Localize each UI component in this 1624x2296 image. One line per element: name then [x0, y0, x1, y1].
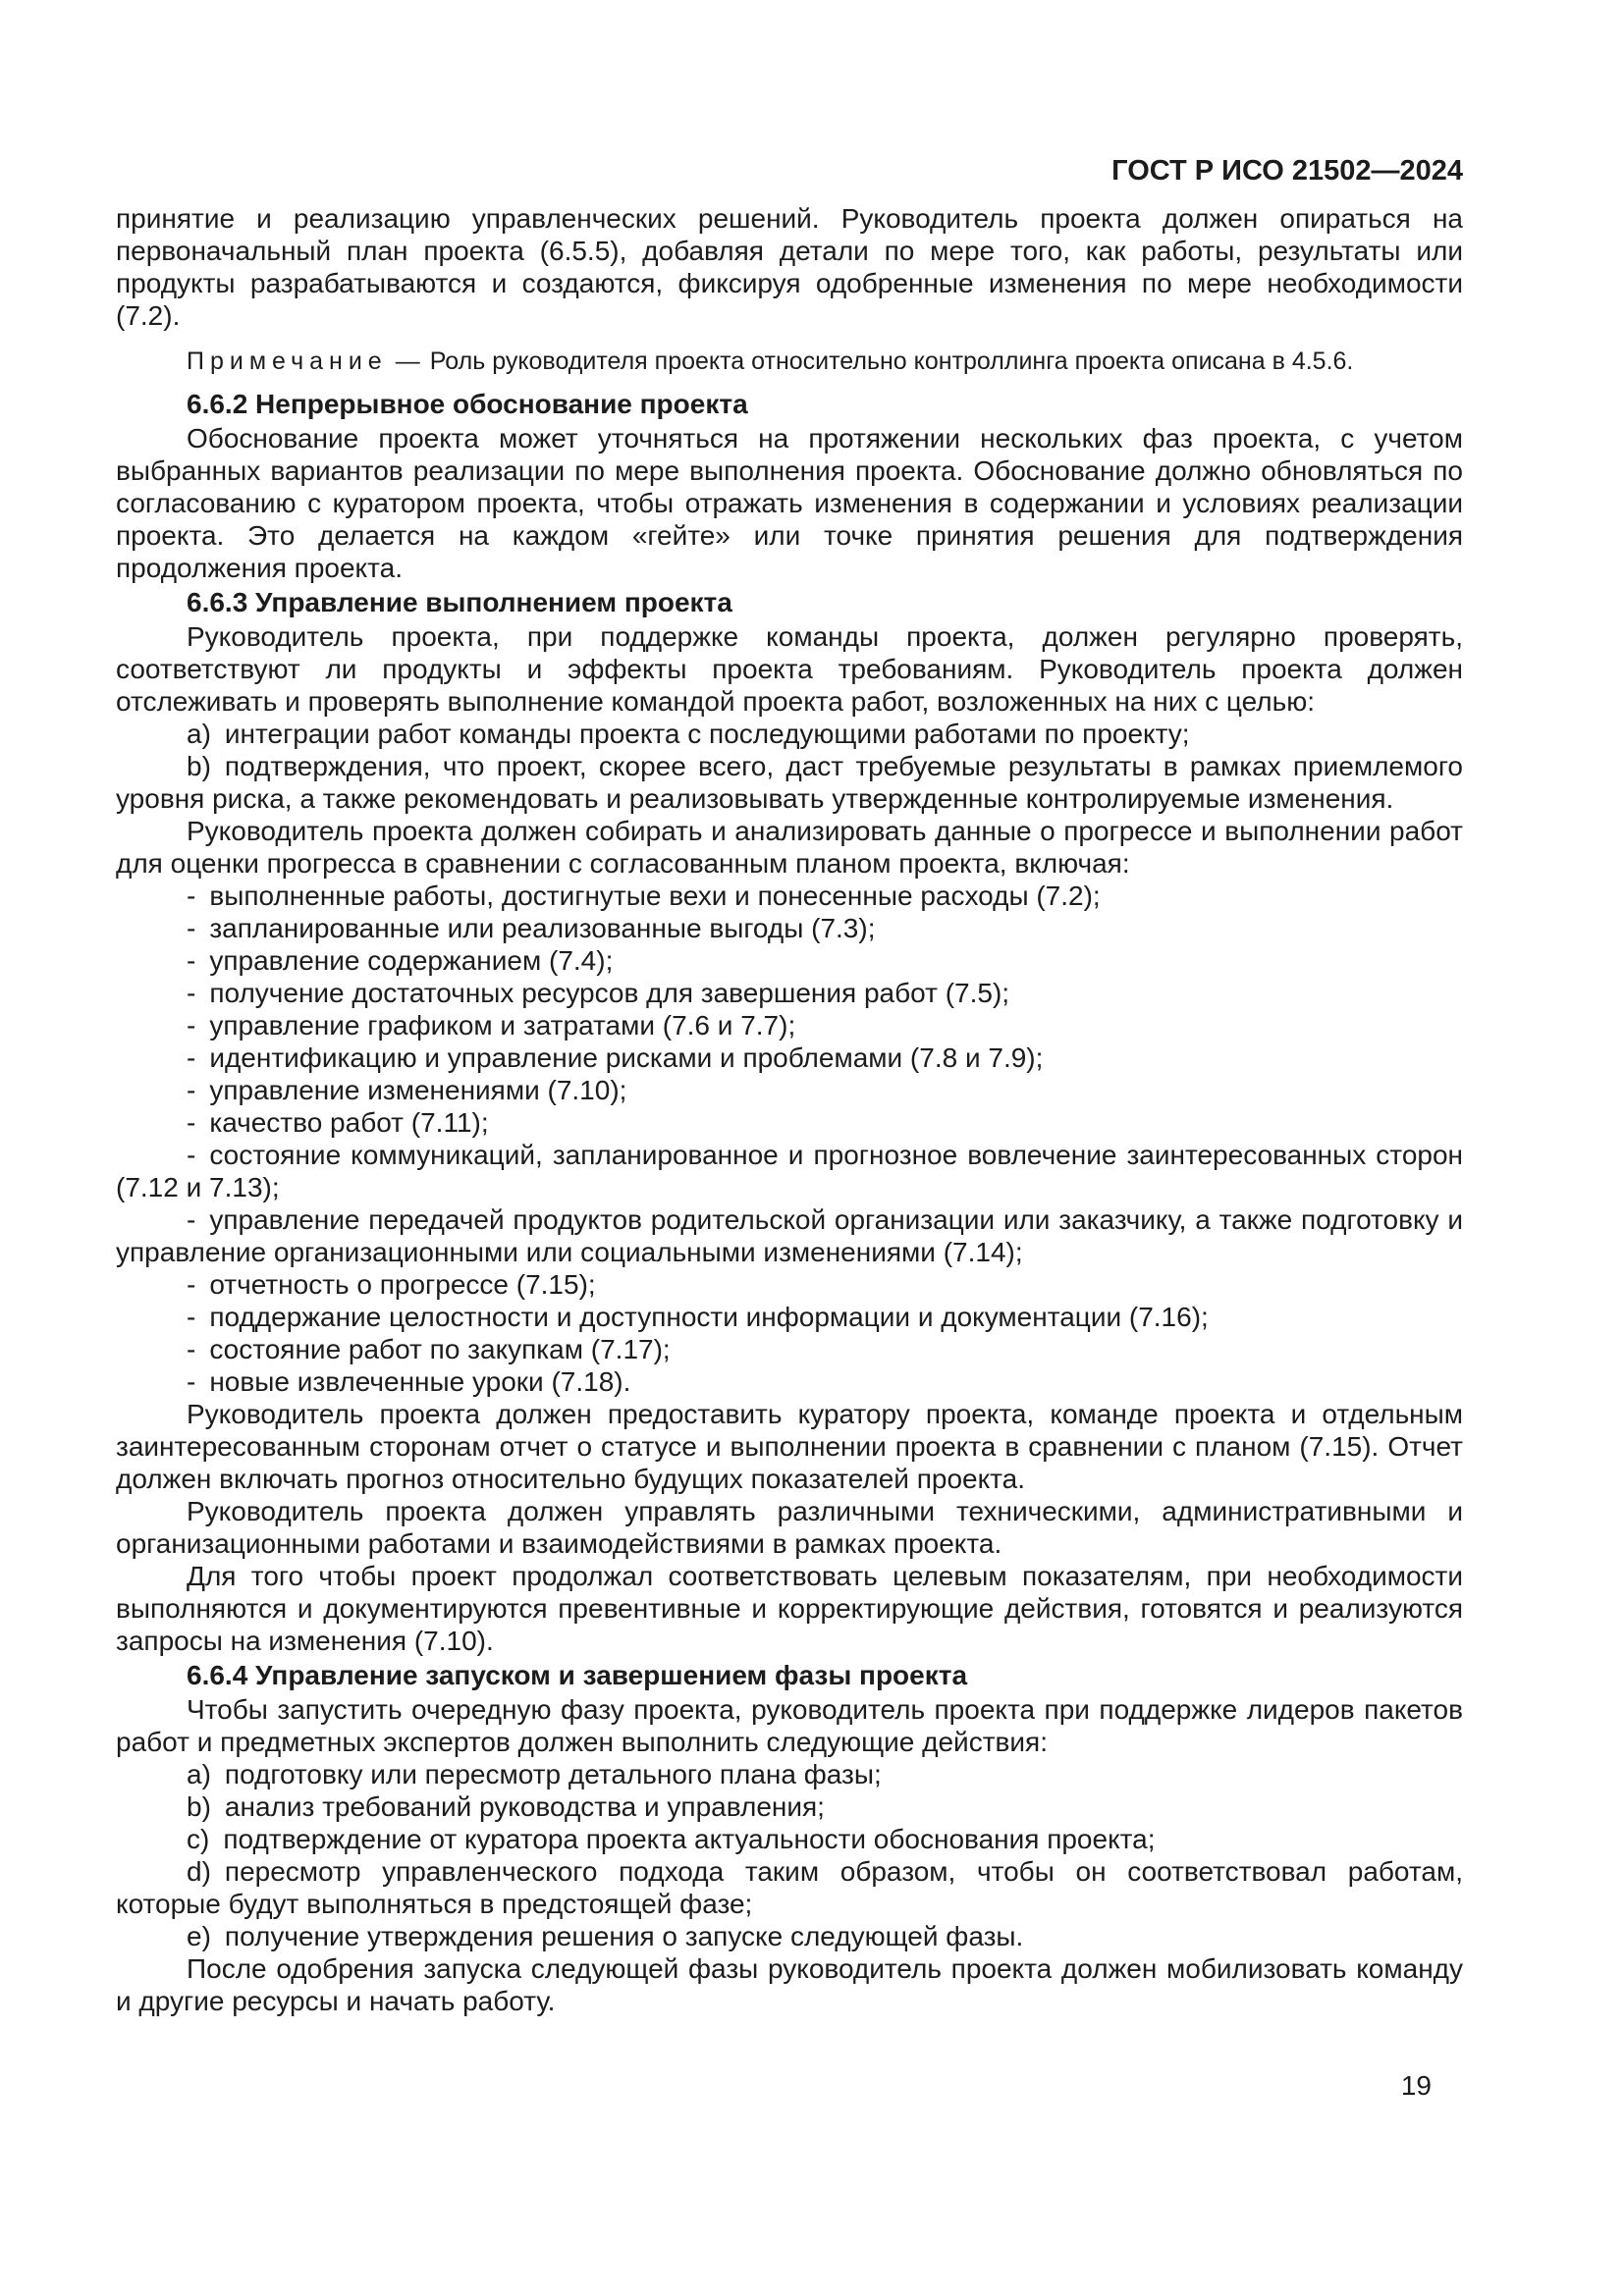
- dash-item-text: получение достаточных ресурсов для завершения работ (7.5);: [209, 978, 1010, 1008]
- dash-item-text: выполненные работы, достигнутые вехи и понесенные расходы (7.2);: [209, 881, 1101, 911]
- dash-marker: -: [187, 1140, 196, 1170]
- paragraph: Руководитель проекта должен предоставить куратору проекта, команде проекта и отдельным заинтересованным сторонам отчет о статусе и выполнении проекта в сравнении с планом (7.15). Отчет должен включать прогноз относительно будущих показателей проекта.: [116, 1399, 1463, 1494]
- dash-item-text: идентификацию и управление рисками и проблемами (7.8 и 7.9);: [209, 1042, 1044, 1073]
- dash-marker: -: [187, 913, 196, 943]
- dash-marker: -: [187, 1269, 196, 1300]
- list-item-text: получение утверждения решения о запуске следующей фазы.: [224, 1921, 1024, 1951]
- dash-marker: -: [187, 881, 196, 911]
- dash-marker: -: [187, 1204, 196, 1235]
- dash-marker: -: [187, 1075, 196, 1105]
- document-body: [116, 202, 1463, 2017]
- list-item-text: подготовку или пересмотр детального плана фазы;: [224, 1759, 882, 1789]
- dash-item: [116, 1333, 1463, 1365]
- list-item-text: анализ требований руководства и управления;: [224, 1791, 825, 1822]
- list-item-e: [116, 1920, 1463, 1952]
- section-heading-663: 6.6.3 Управление выполнением проекта: [187, 587, 732, 617]
- dash-item-text: запланированные или реализованные выгоды (7.3);: [209, 913, 876, 943]
- dash-item-text: качество работ (7.11);: [209, 1107, 489, 1138]
- paragraph: После одобрения запуска следующей фазы руководитель проекта должен мобилизовать команду и другие ресурсы и начать работу.: [116, 1953, 1463, 2016]
- dash-item: [116, 1365, 1463, 1398]
- dash-item: [116, 1009, 1463, 1041]
- dash-item-text: управление передачей продуктов родительской организации или заказчику, а также подготовку и управление организационными или социальными изменениями (7.14);: [116, 1204, 1463, 1267]
- list-marker: a): [187, 719, 211, 749]
- dash-item: [116, 944, 1463, 977]
- dash-item: [116, 1203, 1463, 1268]
- dash-marker: -: [187, 1107, 196, 1138]
- list-item-text: подтверждения, что проект, скорее всего, даст требуемые результаты в рамках приемлемого уровня риска, а также рекомендовать и реализовывать утвержденные контролируемые изменения.: [116, 751, 1463, 814]
- dash-marker: -: [187, 1302, 196, 1332]
- dash-item: [116, 1139, 1463, 1203]
- dash-item: [116, 977, 1463, 1009]
- dash-item-text: состояние работ по закупкам (7.17);: [209, 1334, 671, 1364]
- dash-item-text: управление содержанием (7.4);: [209, 945, 614, 976]
- dash-item: [116, 1074, 1463, 1106]
- dash-item-text: поддержание целостности и доступности информации и документации (7.16);: [209, 1302, 1209, 1332]
- dash-item-text: новые извлеченные уроки (7.18).: [209, 1366, 631, 1397]
- note-text: Роль руководителя проекта относительно контроллинга проекта описана в 4.5.6.: [429, 347, 1354, 375]
- dash-item-text: состояние коммуникаций, запланированное и прогнозное вовлечение заинтересованных сторон (7.12 и 7.13);: [116, 1140, 1463, 1202]
- dash-item: [116, 1106, 1463, 1139]
- paragraph-intro: принятие и реализацию управленческих решений. Руководитель проекта должен опираться на первоначальный план проекта (6.5.5), добавляя детали по мере того, как работы, результаты или продукты разрабатываются и создаются, фиксируя одобренные изменения по мере необходимости (7.2).: [116, 203, 1463, 331]
- paragraph: Для того чтобы проект продолжал соответствовать целевым показателям, при необходимости выполняются и документируются превентивные и корректирующие действия, готовятся и реализуются запросы на изменения (7.10).: [116, 1561, 1463, 1656]
- dash-item: [116, 912, 1463, 944]
- list-item-b: [116, 750, 1463, 815]
- note-label: Примечание: [187, 347, 388, 375]
- paragraph: Руководитель проекта, при поддержке команды проекта, должен регулярно проверять, соответствуют ли продукты и эффекты проекта требованиям. Руководитель проекта должен отслеживать и проверять выполнение командой проекта работ, возложенных на них с целью:: [116, 621, 1463, 717]
- paragraph: Чтобы запустить очередную фазу проекта, руководитель проекта при поддержке лидеров пакетов работ и предметных экспертов должен выполнить следующие действия:: [116, 1694, 1463, 1757]
- list-item-a: [116, 1758, 1463, 1790]
- list-marker: e): [187, 1921, 211, 1951]
- dash-marker: -: [187, 978, 196, 1008]
- dash-marker: -: [187, 1042, 196, 1073]
- dash-item-text: управление графиком и затратами (7.6 и 7.7);: [209, 1010, 796, 1041]
- list-item-text: интеграции работ команды проекта с последующими работами по проекту;: [224, 719, 1190, 749]
- dash-item-text: управление изменениями (7.10);: [209, 1075, 627, 1105]
- dash-marker: -: [187, 945, 196, 976]
- dash-item: [116, 1268, 1463, 1301]
- list-item-c: [116, 1823, 1463, 1855]
- section-heading-664: 6.6.4 Управление запуском и завершением фазы проекта: [187, 1660, 968, 1690]
- list-marker: d): [187, 1856, 211, 1887]
- paragraph: Руководитель проекта должен управлять различными техническими, административными и организационными работами и взаимодействиями в рамках проекта.: [116, 1496, 1463, 1559]
- list-item-text: пересмотр управленческого подхода таким образом, чтобы он соответствовал работам, которые будут выполняться в предстоящей фазе;: [116, 1856, 1463, 1919]
- dash-marker: -: [187, 1366, 196, 1397]
- note: [116, 347, 1463, 376]
- dash-marker: -: [187, 1010, 196, 1041]
- list-marker: b): [187, 751, 211, 781]
- list-item-a: [116, 718, 1463, 750]
- list-marker: b): [187, 1791, 211, 1822]
- list-item-text: подтверждение от куратора проекта актуальности обоснования проекта;: [223, 1824, 1156, 1854]
- dash-marker: -: [187, 1334, 196, 1364]
- page-number: 19: [1400, 2070, 1432, 2101]
- list-marker: a): [187, 1759, 211, 1789]
- list-item-b: [116, 1790, 1463, 1823]
- section-heading-662: 6.6.2 Непрерывное обоснование проекта: [187, 389, 748, 419]
- paragraph: Руководитель проекта должен собирать и анализировать данные о прогрессе и выполнении работ для оценки прогресса в сравнении с согласованным планом проекта, включая:: [116, 816, 1463, 879]
- note-dash: —: [395, 347, 420, 375]
- running-header: ГОСТ Р ИСО 21502—2024: [1111, 155, 1463, 187]
- paragraph: Обоснование проекта может уточняться на протяжении нескольких фаз проекта, с учетом выбранных вариантов реализации по мере выполнения проекта. Обоснование должно обновляться по согласованию с куратором проекта, чтобы отражать изменения в содержании и условиях реализации проекта. Это делается на каждом «гейте» или точке принятия решения для подтверждения продолжения проекта.: [116, 423, 1463, 583]
- dash-item: [116, 1041, 1463, 1074]
- dash-item: [116, 1301, 1463, 1333]
- list-item-d: [116, 1855, 1463, 1920]
- list-marker: c): [187, 1824, 210, 1854]
- dash-item-text: отчетность о прогрессе (7.15);: [209, 1269, 596, 1300]
- dash-item: [116, 880, 1463, 912]
